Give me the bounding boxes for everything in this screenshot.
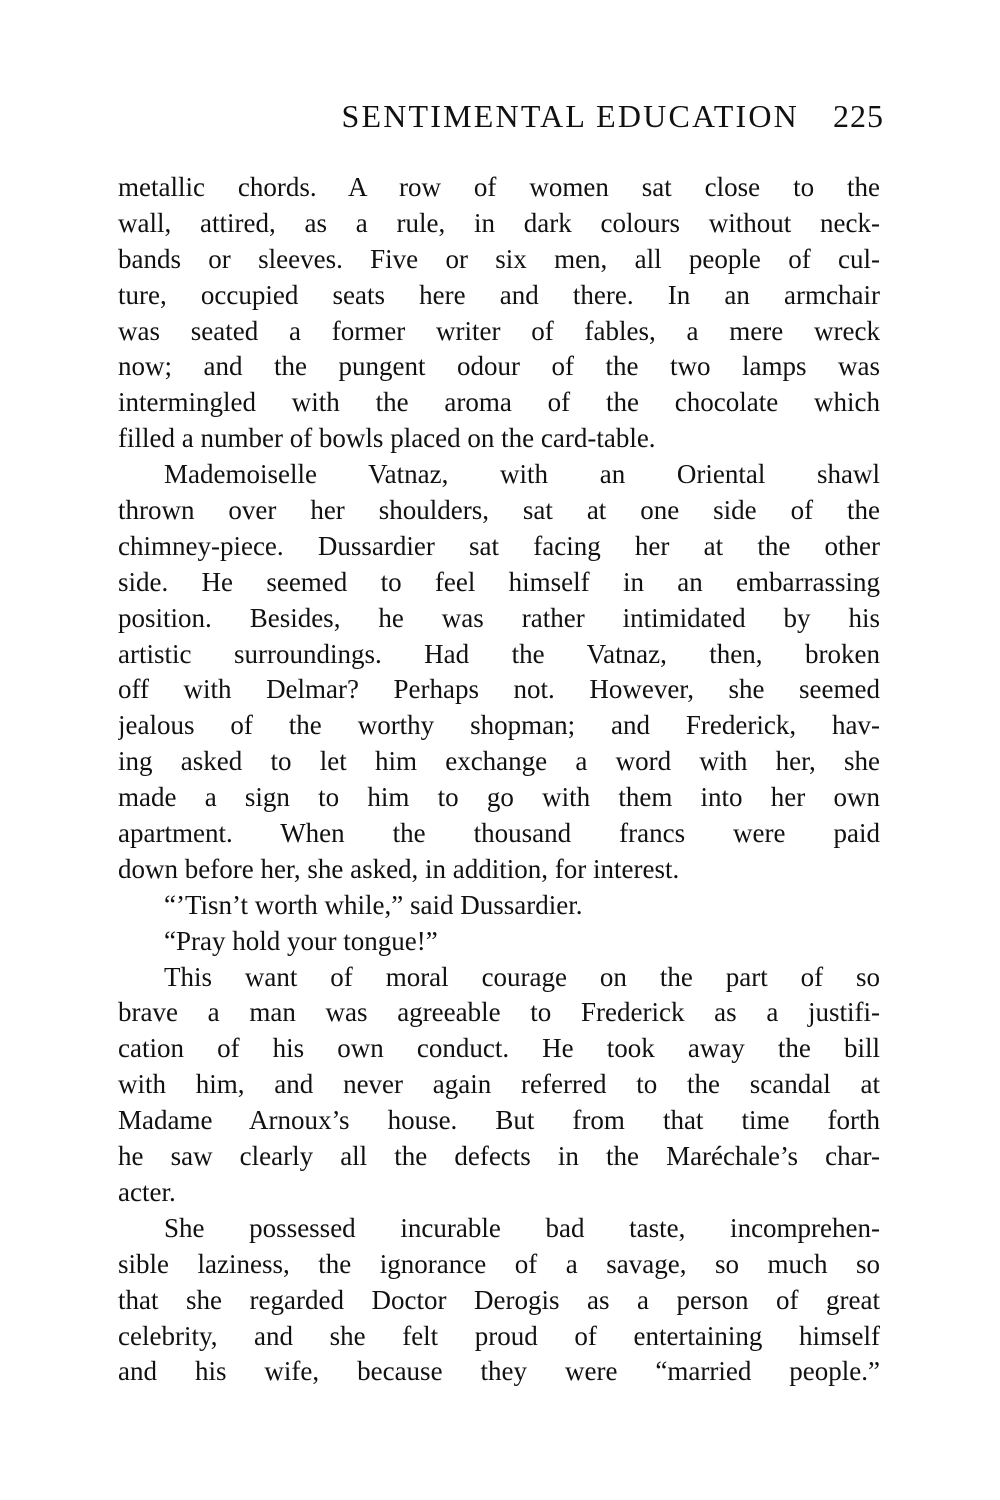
text-line: made a sign to him to go with them into her own — [118, 782, 880, 813]
page-number: 225 — [833, 98, 884, 134]
text-line: chimney-piece. Dussardier sat facing her at the other — [118, 530, 880, 561]
text-line: wall, attired, as a rule, in dark colours without neck- — [118, 207, 880, 238]
text-line: he saw clearly all the defects in the Maréchale’s char- — [118, 1141, 880, 1172]
running-head — [118, 98, 884, 142]
text-line: thrown over her shoulders, sat at one side of the — [118, 495, 880, 526]
text-line: down before her, she asked, in addition, for interest. — [118, 853, 680, 884]
text-line: off with Delmar? Perhaps not. However, she seemed — [118, 674, 880, 705]
text-line: This want of moral courage on the part of so — [164, 961, 880, 992]
text-line: acter. — [118, 1176, 176, 1207]
text-line: metallic chords. A row of women sat close to the — [118, 172, 880, 202]
text-line: ing asked to let him exchange a word with her, she — [118, 746, 880, 777]
text-line: She possessed incurable bad taste, incomprehen- — [164, 1212, 880, 1243]
text-line: Mademoiselle Vatnaz, with an Oriental shawl — [164, 459, 880, 490]
text-line: ture, occupied seats here and there. In an armchair — [118, 279, 880, 310]
text-line: brave a man was agreeable to Frederick as a justifi- — [118, 997, 880, 1028]
text-line: apartment. When the thousand francs were paid — [118, 818, 880, 849]
text-line: bands or sleeves. Five or six men, all people of cul- — [118, 243, 880, 274]
text-line: now; and the pungent odour of the two lamps was — [118, 351, 880, 382]
text-line: that she regarded Doctor Derogis as a person of great — [118, 1284, 880, 1315]
text-line: with him, and never again referred to the scandal at — [118, 1069, 880, 1100]
text-line: cation of his own conduct. He took away the bill — [118, 1033, 880, 1064]
text-line: celebrity, and she felt proud of entertaining himself — [118, 1320, 880, 1351]
text-line: sible laziness, the ignorance of a savage, so much so — [118, 1248, 880, 1279]
text-line: jealous of the worthy shopman; and Frederick, hav- — [118, 710, 880, 741]
text-line: side. He seemed to feel himself in an embarrassing — [118, 566, 880, 597]
body-text — [118, 170, 880, 1390]
text-line: “Pray hold your tongue!” — [164, 925, 438, 956]
text-line: and his wife, because they were “married people.” — [118, 1356, 880, 1387]
running-title: SENTIMENTAL EDUCATION — [341, 98, 799, 134]
text-line: Madame Arnoux’s house. But from that time forth — [118, 1105, 880, 1136]
text-line: “’Tisn’t worth while,” said Dussardier. — [164, 889, 583, 920]
text-line: artistic surroundings. Had the Vatnaz, then, broken — [118, 638, 880, 669]
text-line: position. Besides, he was rather intimidated by his — [118, 602, 880, 633]
text-line: filled a number of bowls placed on the card-table. — [118, 423, 656, 454]
text-line: intermingled with the aroma of the chocolate which — [118, 387, 880, 418]
text-line: was seated a former writer of fables, a mere wreck — [118, 315, 880, 346]
